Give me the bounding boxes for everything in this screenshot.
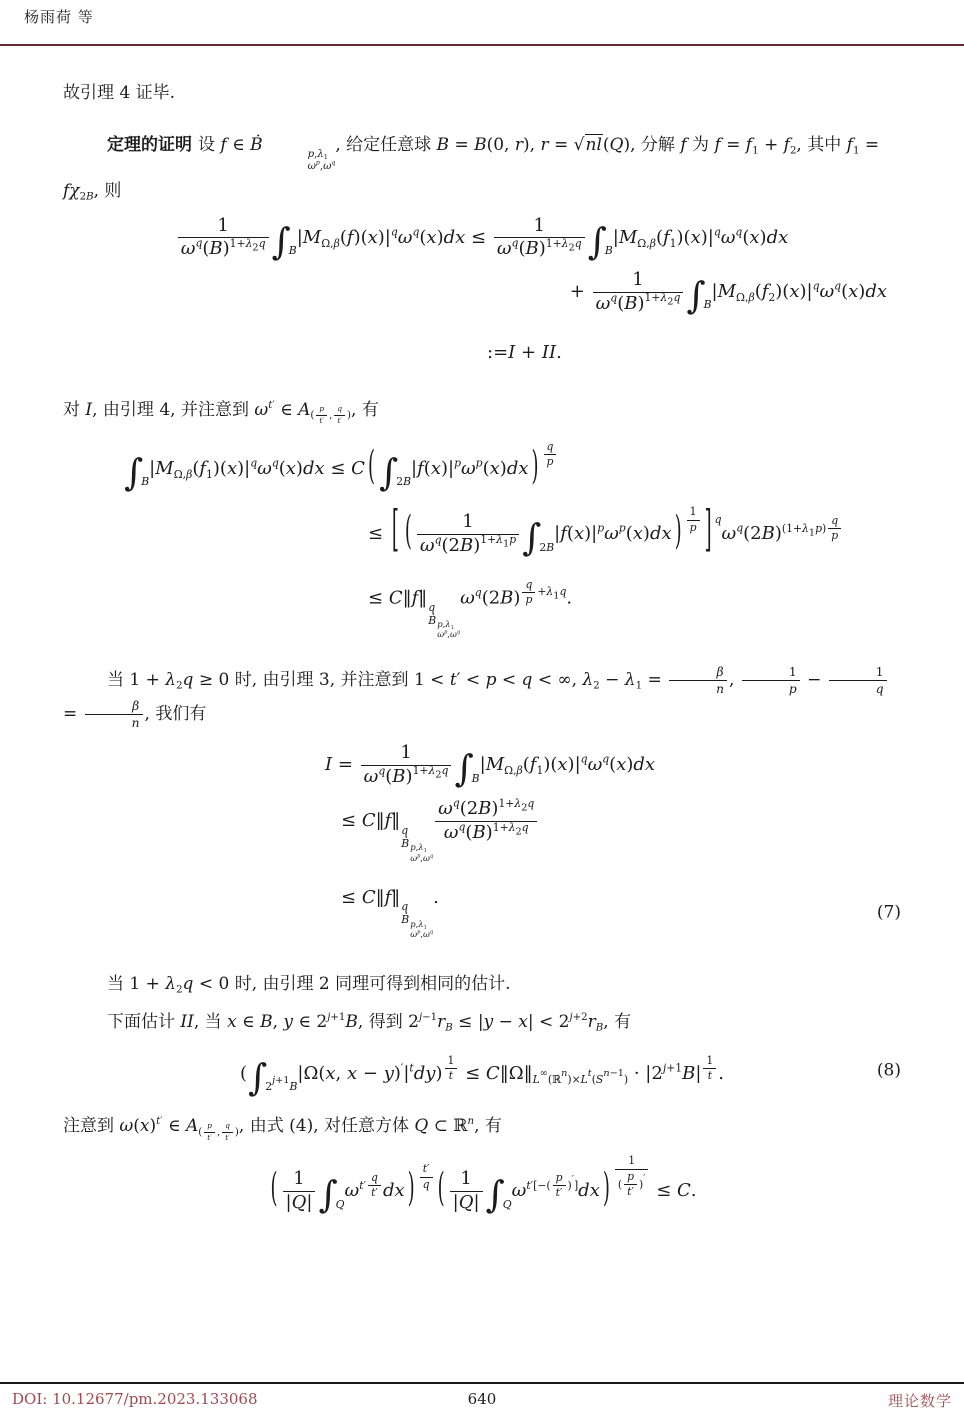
equation-line: ≤ C‖f‖ q Ḃ $p,\lambda_1$ $\omega^p,\omega^q$ $\omega^q(2B)$ $^{\frac{q}{p} +\lambda_1q}$. (368, 577, 573, 639)
equation-line: + $\frac{1}{\omega^q(B)^{1+\lambda_2q}}$ $\int_B|M_{\Omega,\beta}(f_2)(x)|^q\omega^q(x)dx$ (569, 268, 887, 318)
display-equation-I-final (63, 743, 901, 939)
equation-number: (7) (876, 902, 901, 923)
paragraph-for-I: 对 I, 由引理 4, 并注意到 $\omega^{t'}$ ∈ $A_{( \frac{p}{t'} , \frac{q}{t'} )}$, 有 (63, 399, 379, 425)
page-number: 640 (467, 1390, 497, 1408)
equation-line: $\frac{1}{\omega^q(B)^{1+\lambda_2q}}$ $\int_B|M_{\Omega,\beta}(f)(x)|^q\omega^q(x)dx$ ≤ $\frac{1}{\omega^q(B)^{1+\lambda_2q}}$ $\int_B|M_{\Omega,\beta}(f_1)(x)|^q\omega^q(x)dx$ (63, 216, 901, 260)
display-equation-Ap-condition (63, 1154, 901, 1217)
paragraph-case-positive: 当 $1 + \lambda_2q \ge 0$ 时, 由引理 3, 并注意到 1 < t′ < p < q < ∞, $\lambda_2 - \lambda_1$ = $\frac{\beta}{n}$ , $\frac{1}{p}$ − $\frac{1}{q}$ = $\frac{\beta}{n}$ , 我们有 (63, 663, 901, 731)
page-footer (0, 1386, 964, 1408)
paragraph-lemma-done: 故引理 4 证毕. (63, 83, 176, 103)
paragraph-estimate-II: 下面估计 II, 当 x ∈ B, y ∈ $2^{j+1}B$, 得到 $2^{j-1}r_B \le |y - x| < 2^{j+2}r_B$, 有 (107, 1011, 632, 1034)
header-rule (0, 44, 964, 46)
equation-line: ≤ [ ( $\frac{1}{\omega^q(2B)^{1+\lambda_1p}}$ $\int_{2B}|f(x)|^p\omega^p(x)dx$ ) $^{\frac{1}{p}}$ ] $^q\omega^q(2B)^{(1+\lambda_1p) \frac{q}{p}}$ (63, 506, 901, 556)
display-equation-I-bound (63, 441, 901, 639)
proof-intro-text: 设 f ∈ Ḃ $p,\lambda_1$ $\omega^p,\omega^q$ , 给定任意球 B = B(0, r), r = √nl(Q), 分解 f 为 $f = f_1 + f_2$, 其中 $f_1 = f\chi_{2B}$, 则 (63, 135, 880, 203)
equation-line: ≤ C‖f‖ q Ḃ $p,\lambda_1$ $\omega^p,\omega^q$ $\frac{\omega^q(2B)^{1+\lambda_2q}}{\omega^q(B)^{1+\lambda_2q}}$ (63, 799, 901, 862)
equation-line-math: ≤ C‖f‖ q Ḃ $p,\lambda_1$ $\omega^p,\omega^q$ . (341, 886, 439, 939)
display-equation-split (63, 216, 901, 365)
equation-line-math: ($\int_{2^{j+1}B}|\Omega(x$, $x - y)'|^tdy$) $^{\frac{1}{t}}$ ≤ $C‖\Omega‖_{L^\infty(ℝ^n)\times L^t(S^{n-1})} \cdot |2^{j+1}B|$ $^{\frac{1}{t}}$ . (239, 1053, 725, 1100)
equation-line: $\int_B|M_{\Omega,\beta}(f_1)(x)|^q\omega^q(x)dx \le C$ ( $\int_{2B}|f(x)|^p\omega^p(x)dx$ ) $^{\frac{q}{p}}$ (63, 441, 901, 482)
doi-link[interactable]: DOI: 10.12677/pm.2023.133068 (12, 1390, 258, 1408)
paragraph-case-negative: 当 $1 + \lambda_2q < 0$ 时, 由引理 2 同理可得到相同的估计. (107, 973, 511, 996)
equation-line: I = $\frac{1}{\omega^q(B)^{1+\lambda_2q}}$ $\int_B|M_{\Omega,\beta}(f_1)(x)|^q\omega^q(x)dx$ (325, 742, 656, 791)
equation-line: :=I + II. (487, 342, 562, 364)
page-content (63, 70, 901, 1217)
equation-line (63, 1053, 901, 1100)
running-head: 杨雨荷 等 (24, 8, 94, 26)
journal-name: 理论数学 (887, 1392, 952, 1410)
display-equation-omega (63, 1053, 901, 1100)
equation-line (63, 887, 901, 939)
proof-heading: 定理的证明 (107, 135, 192, 155)
equation-number: (8) (876, 1060, 901, 1081)
footer-rule (0, 1382, 964, 1384)
paragraph-proof-intro (63, 128, 901, 208)
equation-line: ( $\frac{1}{|Q|}$ $\int_Q\omega^{t' \frac{q}{t'}}$ dx ) $^{\frac{t'}{q}}$ ( $\frac{1}{|Q|}$ $\int_Q\omega^{t'[-( \frac{p}{t'} )']}dx$ ) $^{1 ( \frac{p}{t'} )'}$ ≤ C. (270, 1154, 697, 1217)
paragraph-note-Ap: 注意到 $\omega(x)^{t'}$ ∈ $A_{( \frac{p}{t'} , \frac{q}{t'} )}$, 由式 (4), 对任意方体 Q ⊂ ℝ$^n$, 有 (63, 1116, 502, 1142)
